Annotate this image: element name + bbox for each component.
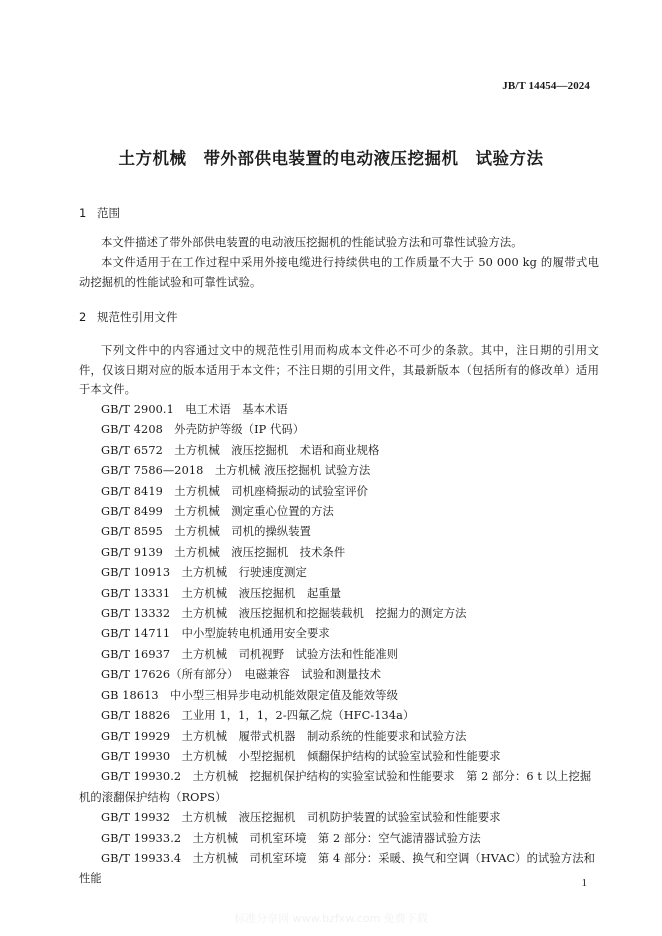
references-intro-paragraph: 下列文件中的内容通过文中的规范性引用而构成本文件必不可少的条款。其中，注日期的引用文件，仅该日期对应的版本适用于本文件；不注日期的引用文件，其最新版本（包括所有的修改单）适用于本文件。 (79, 344, 599, 396)
section-title: 规范性引用文件 (97, 310, 178, 324)
reference-item: GB/T 4208 外壳防护等级（IP 代码） (101, 423, 305, 437)
section-number: 1 (79, 206, 87, 220)
reference-item: GB/T 19933.4 土方机械 司机室环境 第 4 部分：采暖、换气和空调（HVAC）的试验方法和性能 (79, 851, 595, 886)
section-1-heading (79, 205, 120, 221)
reference-item: GB/T 19933.2 土方机械 司机室环境 第 2 部分：空气滤清器试验方法 (101, 831, 481, 845)
reference-item: GB/T 19932 土方机械 液压挖掘机 司机防护装置的试验室试验和性能要求 (101, 811, 501, 825)
reference-item: GB/T 14711 中小型旋转电机通用安全要求 (101, 627, 330, 641)
reference-item: GB/T 2900.1 电工术语 基本术语 (101, 403, 288, 416)
reference-item: GB/T 10913 土方机械 行驶速度测定 (101, 566, 307, 580)
reference-item: GB/T 13331 土方机械 液压挖掘机 起重量 (101, 586, 342, 600)
reference-item: GB/T 7586—2018 土方机械 液压挖掘机 试验方法 (101, 464, 371, 478)
reference-item: GB/T 8499 土方机械 测定重心位置的方法 (101, 505, 334, 519)
reference-item: GB/T 18826 工业用 1，1，1，2-四氟乙烷（HFC-134a） (101, 709, 415, 723)
document-title: 土方机械 带外部供电装置的电动液压挖掘机 试验方法 (118, 149, 544, 168)
standard-code: JB/T 14454—2024 (502, 80, 590, 92)
section-number: 2 (79, 310, 87, 324)
reference-item: GB/T 19929 土方机械 履带式机器 制动系统的性能要求和试验方法 (101, 729, 467, 743)
section-title: 范围 (97, 206, 120, 220)
reference-item: GB/T 8595 土方机械 司机的操纵装置 (101, 525, 312, 539)
normative-references-list (79, 400, 599, 890)
reference-item: GB/T 6572 土方机械 液压挖掘机 术语和商业规格 (101, 443, 380, 457)
reference-item: GB/T 8419 土方机械 司机座椅振动的试验室评价 (101, 484, 369, 498)
page-number: 1 (581, 877, 587, 889)
reference-item: GB/T 13332 土方机械 液压挖掘机和挖掘装载机 挖掘力的测定方法 (101, 607, 467, 621)
reference-item: GB/T 17626（所有部分） 电磁兼容 试验和测量技术 (101, 668, 382, 682)
scope-paragraph: 本文件描述了带外部供电装置的电动液压挖掘机的性能试验方法和可靠性试验方法。 (101, 236, 523, 249)
reference-item: GB/T 16937 土方机械 司机视野 试验方法和性能准则 (101, 647, 399, 661)
reference-item: GB/T 9139 土方机械 液压挖掘机 技术条件 (101, 545, 346, 559)
reference-item: GB 18613 中小型三相异步电动机能效限定值及能效等级 (101, 688, 398, 702)
reference-item: GB/T 19930 土方机械 小型挖掘机 倾翻保护结构的试验室试验和性能要求 (101, 749, 501, 763)
watermark-text: 标准分享网 www.bzfxw.com 免费下载 (234, 912, 428, 925)
scope-paragraph: 本文件适用于在工作过程中采用外接电缆进行持续供电的工作质量不大于 50 000 kg 的履带式电动挖掘机的性能试验和可靠性试验。 (79, 256, 599, 289)
reference-item: GB/T 19930.2 土方机械 挖掘机保护结构的实验室试验和性能要求 第 2 部分：6 t 以上挖掘机的滚翻保护结构（ROPS） (79, 770, 592, 804)
section-2-heading (79, 309, 178, 325)
